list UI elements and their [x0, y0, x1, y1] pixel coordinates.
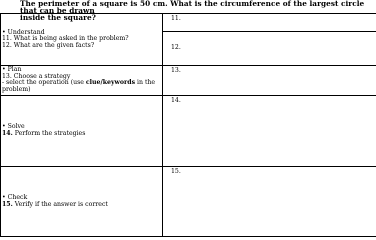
plan-question-13: 13. Choose a strategy [2, 72, 71, 80]
plan-cell [1, 66, 163, 96]
answer-label-14: 14. [171, 97, 181, 104]
check-heading: • Check [2, 193, 28, 201]
answer-cell-12[interactable] [163, 32, 376, 66]
answer-label-13: 13. [171, 67, 181, 74]
answer-label-15: 15. [171, 168, 181, 175]
plan-heading: • Plan [2, 66, 22, 73]
problem-title-line2: inside the square? [20, 13, 97, 23]
solve-step-14: 14. Perform the strategies [2, 130, 86, 137]
understand-question-11: 11. What is being asked in the problem? [2, 35, 129, 43]
understand-question-12: 12. What are the given facts? [2, 41, 95, 49]
check-step-15: 15. Verify if the answer is correct [2, 200, 108, 208]
understand-heading: • Understand [2, 28, 45, 36]
solve-cell [1, 96, 163, 167]
answer-label-11: 11. [171, 15, 181, 22]
answer-cell-13[interactable] [163, 66, 376, 96]
answer-label-12: 12. [171, 44, 181, 52]
answer-cell-11[interactable] [163, 14, 376, 32]
problem-solving-table [0, 13, 376, 237]
understand-cell [1, 14, 163, 66]
solve-heading: • Solve [2, 123, 25, 131]
clue-keywords: clue/keywords [85, 79, 136, 87]
answer-cell-14[interactable] [163, 96, 376, 167]
problem-title-line1: The perimeter of a square is 50 cm. What is the circumference of the largest circle that can be drawn [20, 0, 365, 16]
plan-instruction-cont: problem) [2, 85, 31, 93]
check-cell [1, 167, 163, 237]
plan-instruction: - select the operation (use clue/keywords in the [2, 79, 156, 87]
answer-cell-15[interactable] [163, 167, 376, 237]
